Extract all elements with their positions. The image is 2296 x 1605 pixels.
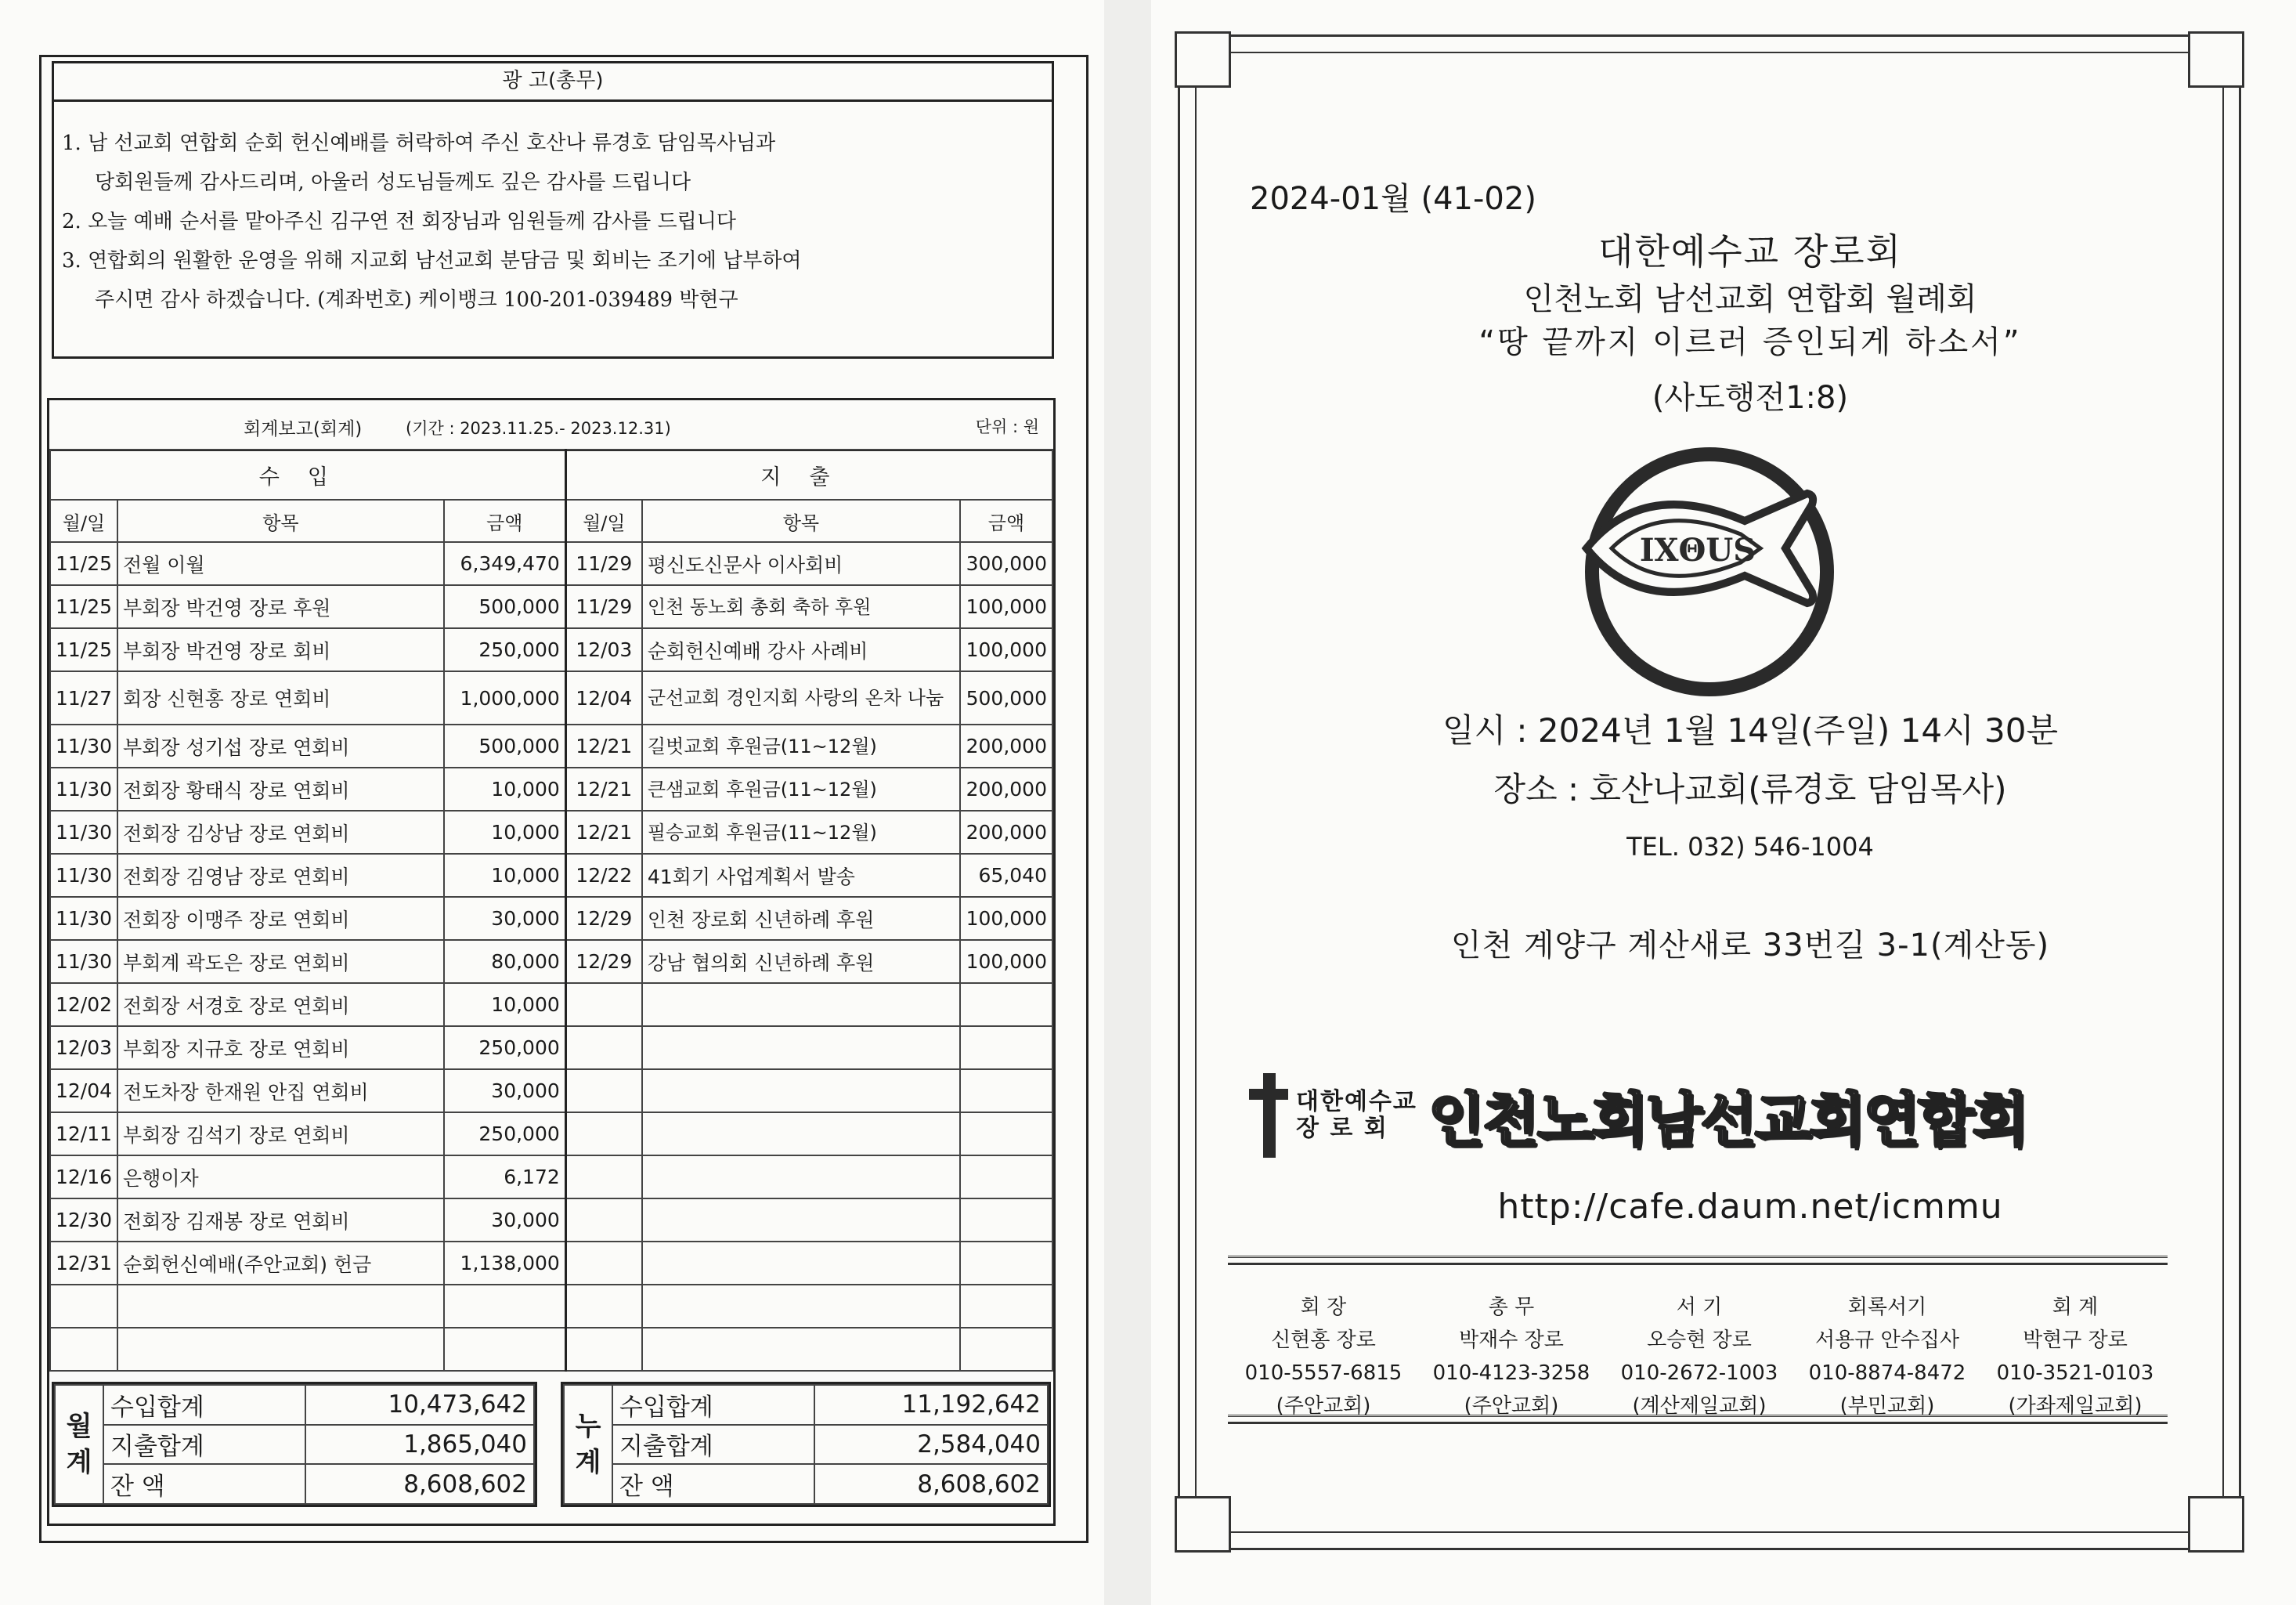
ichthys-emblem <box>1580 446 1839 697</box>
income-amount <box>444 1285 565 1328</box>
column-header-date: 월/일 <box>565 500 642 542</box>
income-date: 12/02 <box>50 983 117 1026</box>
cumulative-summary <box>561 1382 1051 1507</box>
expense-item: 필승교회 후원금(11~12월) <box>642 811 960 854</box>
announcement-title: 광 고(총무) <box>54 63 1052 102</box>
expense-amount <box>960 1155 1052 1198</box>
expense-amount <box>960 1112 1052 1155</box>
ledger-row <box>50 854 1052 897</box>
summary-label: 잔 액 <box>612 1464 814 1504</box>
income-item: 전회장 황태식 장로 연회비 <box>117 768 444 811</box>
emblem-text: IXΘUS <box>1639 532 1756 569</box>
expense-item <box>642 983 960 1026</box>
expense-date: 11/29 <box>565 585 642 628</box>
expense-date: 12/04 <box>565 671 642 725</box>
expense-date: 12/21 <box>565 768 642 811</box>
income-item <box>117 1328 444 1371</box>
page-gutter <box>1104 0 1151 1605</box>
ledger-row <box>50 940 1052 983</box>
ledger-row <box>50 1198 1052 1242</box>
income-section-header: 수입 <box>50 450 565 500</box>
income-date: 12/30 <box>50 1198 117 1242</box>
expense-item <box>642 1285 960 1328</box>
income-amount: 10,000 <box>444 811 565 854</box>
expense-item <box>642 1198 960 1242</box>
expense-date <box>565 1026 642 1069</box>
expense-date: 11/29 <box>565 542 642 585</box>
ledger-table <box>49 449 1053 1372</box>
expense-amount <box>960 1069 1052 1112</box>
income-date: 11/30 <box>50 940 117 983</box>
income-item: 전월 이월 <box>117 542 444 585</box>
summary-value: 11,192,642 <box>814 1385 1048 1425</box>
income-item: 순회헌신예배(주안교회) 헌금 <box>117 1242 444 1285</box>
income-amount: 6,172 <box>444 1155 565 1198</box>
monthly-summary <box>52 1382 537 1507</box>
income-amount: 6,349,470 <box>444 542 565 585</box>
expense-item <box>642 1069 960 1112</box>
frame-corner-ornament <box>1175 1496 1231 1553</box>
expense-amount: 200,000 <box>960 811 1052 854</box>
income-item: 전도차장 한재원 안집 연회비 <box>117 1069 444 1112</box>
officer-church: (주안교회) <box>1276 1394 1371 1418</box>
column-header-amount: 금액 <box>960 500 1052 542</box>
ledger-row <box>50 811 1052 854</box>
income-amount <box>444 1328 565 1371</box>
summary-value: 10,473,642 <box>305 1385 534 1425</box>
income-item: 부회장 김석기 장로 연회비 <box>117 1112 444 1155</box>
cumulative-summary-tag: 누계 <box>564 1385 612 1504</box>
expense-date: 12/29 <box>565 897 642 940</box>
officer-role: 회록서기 <box>1847 1296 1927 1319</box>
ledger-row <box>50 1285 1052 1328</box>
expense-amount: 200,000 <box>960 725 1052 768</box>
officers-bottom-rule <box>1228 1415 2168 1424</box>
expense-date: 12/21 <box>565 811 642 854</box>
income-date <box>50 1285 117 1328</box>
income-date: 11/27 <box>50 671 117 725</box>
expense-item: 강남 협의회 신년하례 후원 <box>642 940 960 983</box>
income-amount: 10,000 <box>444 768 565 811</box>
income-item <box>117 1285 444 1328</box>
officer-name: 박현구 장로 <box>2023 1328 2128 1352</box>
officer-name: 서용규 안수집사 <box>1814 1328 1960 1352</box>
income-date: 12/03 <box>50 1026 117 1069</box>
ledger-row <box>50 1155 1052 1198</box>
officer-church: (가좌제일교회) <box>2008 1394 2143 1418</box>
frame-corner-ornament <box>2188 1496 2244 1553</box>
accounting-report <box>47 398 1056 1526</box>
expense-date: 12/22 <box>565 854 642 897</box>
officer-church: (주안교회) <box>1464 1394 1559 1418</box>
income-item: 부회장 박건영 장로 회비 <box>117 628 444 671</box>
summary-value: 2,584,040 <box>814 1425 1048 1465</box>
officer-name: 신현홍 장로 <box>1271 1328 1376 1352</box>
ledger-row <box>50 897 1052 940</box>
ledger-row <box>50 1328 1052 1371</box>
announcement-line: 당회원들께 감사드리며, 아울러 성도님들께도 깊은 감사를 드립니다 <box>95 171 691 194</box>
income-amount: 250,000 <box>444 1026 565 1069</box>
officer-name: 오승현 장로 <box>1647 1328 1752 1352</box>
expense-date <box>565 1155 642 1198</box>
summary-label: 수입합계 <box>103 1385 305 1425</box>
income-date: 12/31 <box>50 1242 117 1285</box>
officer-role: 회 계 <box>2052 1296 2099 1319</box>
expense-item: 길벗교회 후원금(11~12월) <box>642 725 960 768</box>
announcement-line: 3. 연합회의 원활한 운영을 위해 지교회 남선교회 분담금 및 회비는 조기에 납부하여 <box>62 249 802 273</box>
officers-list <box>1229 1291 2169 1422</box>
ledger-row <box>50 725 1052 768</box>
organization-name: 인천노회남선교회연합회 <box>1428 1086 2027 1154</box>
ledger-row <box>50 1242 1052 1285</box>
income-date: 11/25 <box>50 585 117 628</box>
income-item: 전회장 이맹주 장로 연회비 <box>117 897 444 940</box>
income-amount: 250,000 <box>444 628 565 671</box>
expense-date <box>565 1198 642 1242</box>
expense-date: 12/21 <box>565 725 642 768</box>
summary-value: 8,608,602 <box>305 1464 534 1504</box>
expense-section-header: 지출 <box>565 450 1052 500</box>
ledger-row <box>50 628 1052 671</box>
expense-amount: 200,000 <box>960 768 1052 811</box>
officer-phone: 010-3521-0103 <box>1996 1361 2154 1385</box>
officer-phone: 010-5557-6815 <box>1244 1361 1403 1385</box>
income-amount: 30,000 <box>444 1069 565 1112</box>
ledger-row <box>50 1026 1052 1069</box>
issue-number: 2024-01월 (41-02) <box>1250 181 1536 217</box>
income-item: 은행이자 <box>117 1155 444 1198</box>
event-datetime: 일시 : 2024년 1월 14일(주일) 14시 30분 <box>1442 711 2059 750</box>
organization-logo <box>1249 1073 2027 1158</box>
income-item: 회장 신현홍 장로 연회비 <box>117 671 444 725</box>
expense-date: 12/29 <box>565 940 642 983</box>
expense-item: 큰샘교회 후원금(11~12월) <box>642 768 960 811</box>
ledger-row <box>50 671 1052 725</box>
income-date: 11/30 <box>50 811 117 854</box>
monthly-summary-tag: 월계 <box>55 1385 103 1504</box>
income-amount: 250,000 <box>444 1112 565 1155</box>
ledger-row <box>50 585 1052 628</box>
expense-item <box>642 1112 960 1155</box>
officers-top-rule <box>1228 1256 2168 1265</box>
officer-role: 서 기 <box>1676 1296 1723 1319</box>
income-amount: 10,000 <box>444 983 565 1026</box>
expense-date: 12/03 <box>565 628 642 671</box>
announcement-box <box>52 61 1054 359</box>
expense-item: 평신도신문사 이사회비 <box>642 542 960 585</box>
income-item: 전회장 김영남 장로 연회비 <box>117 854 444 897</box>
report-header <box>49 400 1053 451</box>
expense-amount: 300,000 <box>960 542 1052 585</box>
expense-amount <box>960 1242 1052 1285</box>
income-item: 부회장 지규호 장로 연회비 <box>117 1026 444 1069</box>
income-date: 11/30 <box>50 768 117 811</box>
column-header-amount: 금액 <box>444 500 565 542</box>
officer-role: 회 장 <box>1300 1296 1347 1319</box>
denomination-title: 대한예수교 장로회 <box>1597 230 1903 273</box>
officer-role: 총 무 <box>1488 1296 1535 1319</box>
officer-card <box>1793 1291 1981 1422</box>
expense-amount: 100,000 <box>960 585 1052 628</box>
expense-amount <box>960 1328 1052 1371</box>
event-phone: TEL. 032) 546-1004 <box>1626 832 1874 862</box>
frame-corner-ornament <box>2188 31 2244 88</box>
announcement-line: 주시면 감사 하겠습니다. (계좌번호) 케이뱅크 100-201-039489 박현구 <box>95 288 738 312</box>
income-date: 11/25 <box>50 628 117 671</box>
officer-phone: 010-2672-1003 <box>1620 1361 1778 1385</box>
ledger-row <box>50 1069 1052 1112</box>
expense-date <box>565 1069 642 1112</box>
column-header-item: 항목 <box>642 500 960 542</box>
income-date: 11/30 <box>50 897 117 940</box>
officer-church: (계산제일교회) <box>1632 1394 1767 1418</box>
income-item: 부회장 성기섭 장로 연회비 <box>117 725 444 768</box>
denomination-mark-bottom: 장 로 회 <box>1296 1115 1388 1142</box>
officer-name: 박재수 장로 <box>1459 1328 1564 1352</box>
income-item: 전회장 서경호 장로 연회비 <box>117 983 444 1026</box>
expense-item: 인천 장로회 신년하례 후원 <box>642 897 960 940</box>
report-title: 회계보고(회계) <box>244 419 363 439</box>
income-amount: 500,000 <box>444 725 565 768</box>
announcement-line: 2. 오늘 예배 순서를 맡아주신 김구연 전 회장님과 임원들께 감사를 드립니다 <box>62 210 736 233</box>
cafe-url: http://cafe.daum.net/icmmu <box>1497 1187 2003 1227</box>
income-amount: 1,138,000 <box>444 1242 565 1285</box>
expense-item: 41회기 사업계획서 발송 <box>642 854 960 897</box>
event-title: 인천노회 남선교회 연합회 월례회 <box>1523 281 1977 317</box>
report-period: (기간 : 2023.11.25.- 2023.12.31) <box>406 419 671 438</box>
expense-amount <box>960 1198 1052 1242</box>
expense-date <box>565 1328 642 1371</box>
event-place: 장소 : 호산나교회(류경호 담임목사) <box>1493 770 2007 808</box>
income-item: 부회계 곽도은 장로 연회비 <box>117 940 444 983</box>
ledger-row <box>50 1112 1052 1155</box>
income-date: 12/16 <box>50 1155 117 1198</box>
income-date <box>50 1328 117 1371</box>
report-unit: 단위 : 원 <box>975 418 1039 436</box>
expense-amount <box>960 983 1052 1026</box>
column-header-item: 항목 <box>117 500 444 542</box>
income-amount: 30,000 <box>444 897 565 940</box>
income-date: 12/11 <box>50 1112 117 1155</box>
ledger-row <box>50 542 1052 585</box>
theme-quote: “땅 끝까지 이르러 증인되게 하소서” <box>1478 324 2022 360</box>
officer-card <box>1417 1291 1605 1422</box>
expense-date <box>565 1242 642 1285</box>
expense-amount: 100,000 <box>960 940 1052 983</box>
expense-item <box>642 1242 960 1285</box>
expense-item: 군선교회 경인지회 사랑의 온차 나눔 <box>642 671 960 725</box>
income-date: 11/25 <box>50 542 117 585</box>
expense-amount <box>960 1285 1052 1328</box>
expense-amount: 100,000 <box>960 628 1052 671</box>
denomination-mark-top: 대한예수교 <box>1296 1088 1417 1115</box>
income-amount: 1,000,000 <box>444 671 565 725</box>
income-amount: 80,000 <box>444 940 565 983</box>
income-date: 12/04 <box>50 1069 117 1112</box>
denomination-mark <box>1296 1089 1417 1142</box>
expense-item <box>642 1026 960 1069</box>
summary-label: 잔 액 <box>103 1464 305 1504</box>
expense-amount <box>960 1026 1052 1069</box>
income-date: 11/30 <box>50 854 117 897</box>
officer-card <box>1605 1291 1793 1422</box>
summary-label: 지출합계 <box>612 1425 814 1465</box>
announcement-line: 1. 남 선교회 연합회 순회 헌신예배를 허락하여 주신 호산나 류경호 담임목사님과 <box>62 132 776 155</box>
bible-verse: (사도행전1:8) <box>1652 380 1849 416</box>
income-item: 전회장 김상남 장로 연회비 <box>117 811 444 854</box>
officer-phone: 010-4123-3258 <box>1432 1361 1590 1385</box>
frame-corner-ornament <box>1175 31 1231 88</box>
expense-date <box>565 1285 642 1328</box>
summary-value: 1,865,040 <box>305 1425 534 1465</box>
income-amount: 500,000 <box>444 585 565 628</box>
income-amount: 10,000 <box>444 854 565 897</box>
summary-label: 지출합계 <box>103 1425 305 1465</box>
expense-item <box>642 1155 960 1198</box>
column-header-date: 월/일 <box>50 500 117 542</box>
income-item: 전회장 김재봉 장로 연회비 <box>117 1198 444 1242</box>
summary-label: 수입합계 <box>612 1385 814 1425</box>
income-amount: 30,000 <box>444 1198 565 1242</box>
officer-card <box>1981 1291 2169 1422</box>
officer-phone: 010-8874-8472 <box>1808 1361 1966 1385</box>
income-date: 11/30 <box>50 725 117 768</box>
officer-card <box>1229 1291 1417 1422</box>
expense-item: 순회헌신예배 강사 사례비 <box>642 628 960 671</box>
expense-date <box>565 1112 642 1155</box>
ledger-row <box>50 983 1052 1026</box>
expense-item <box>642 1328 960 1371</box>
officer-church: (부민교회) <box>1839 1394 1935 1418</box>
expense-item: 인천 동노회 총회 축하 후원 <box>642 585 960 628</box>
expense-amount: 500,000 <box>960 671 1052 725</box>
expense-amount: 100,000 <box>960 897 1052 940</box>
event-address: 인천 계양구 계산새로 33번길 3-1(계산동) <box>1450 927 2050 963</box>
ledger-row <box>50 768 1052 811</box>
expense-amount: 65,040 <box>960 854 1052 897</box>
summary-value: 8,608,602 <box>814 1464 1048 1504</box>
cross-icon <box>1249 1073 1288 1158</box>
income-item: 부회장 박건영 장로 후원 <box>117 585 444 628</box>
expense-date <box>565 983 642 1026</box>
